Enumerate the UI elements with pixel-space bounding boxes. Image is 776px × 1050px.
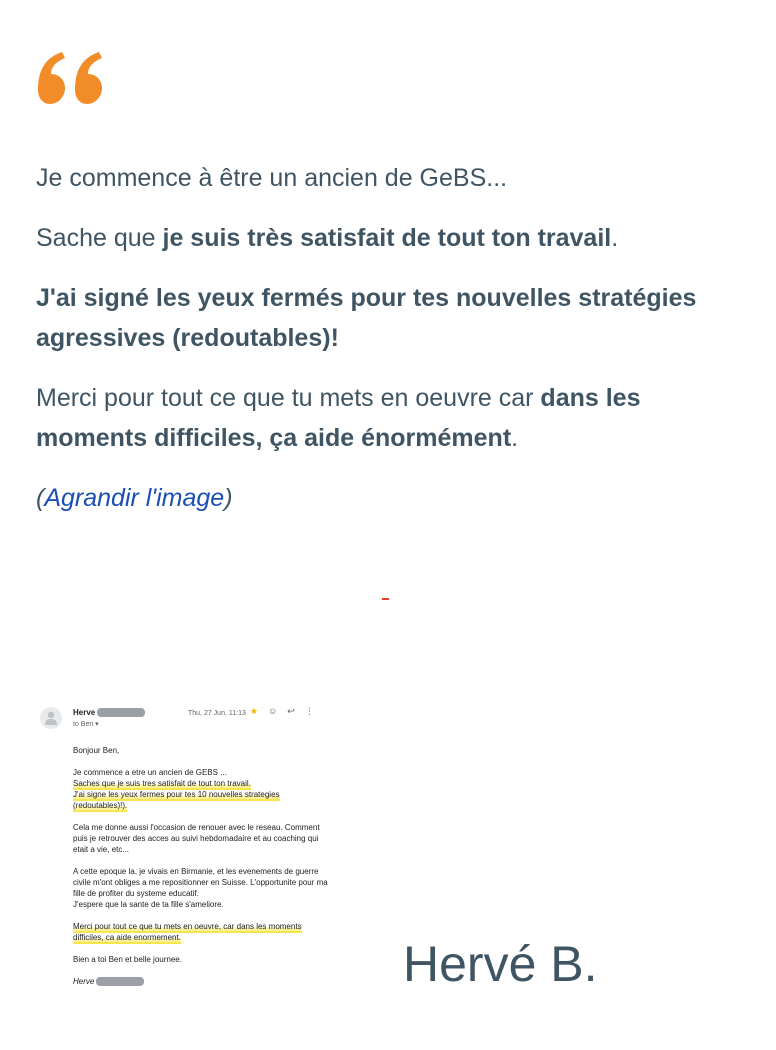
- testimonial-paragraph-2: Sache que je suis très satisfait de tout ton travail.: [36, 224, 619, 252]
- testimonial-text: [36, 158, 736, 538]
- emoji-icon[interactable]: ☺: [268, 706, 278, 716]
- email-closing: Bien a toi Ben et belle journee.: [73, 955, 182, 964]
- email-sender: Herve: [73, 707, 145, 718]
- person-icon: [45, 711, 57, 725]
- email-paragraph-3: A cette epoque la, je vivais en Birmanie, et les evenements de guerre civile m'ont obliges a me repositionner en Suisse. L'opportunite pour ma fille de profiter du systeme educatif. J'espere que la sante de ta fille s'ameliore.: [73, 867, 328, 909]
- more-vert-icon[interactable]: ⋮: [304, 706, 314, 716]
- avatar: [40, 707, 62, 729]
- testimonial-paragraph-4: Merci pour tout ce que tu mets en oeuvre car dans les moments difficiles, ça aide énormément.: [36, 384, 641, 452]
- reply-icon[interactable]: ↩: [287, 706, 295, 716]
- divider-mark: [382, 598, 389, 600]
- email-screenshot[interactable]: [38, 703, 338, 1023]
- enlarge-image-line: (Agrandir l'image): [36, 484, 233, 512]
- email-greeting: Bonjour Ben,: [73, 746, 120, 755]
- email-date: Thu, 27 Jun, 11:13: [188, 710, 246, 717]
- testimonial-paragraph-3: J'ai signé les yeux fermés pour tes nouvelles stratégies agressives (redoutables)!: [36, 284, 697, 352]
- author-name: Hervé B.: [403, 936, 598, 992]
- email-recipient: to Ben ▾: [73, 721, 99, 728]
- quote-open-icon: [34, 50, 110, 106]
- redacted-name: [96, 977, 144, 986]
- email-body: [73, 745, 335, 998]
- email-signature: Herve: [73, 976, 335, 987]
- redacted-name: [97, 708, 145, 717]
- enlarge-image-link[interactable]: Agrandir l'image: [44, 484, 225, 512]
- email-paragraph-2: Cela me donne aussi l'occasion de renouer avec le reseau. Comment puis je retrouver des acces au suivi hebdomadaire et au coaching qui etait a vie, etc...: [73, 823, 320, 854]
- star-icon[interactable]: ★: [250, 706, 259, 716]
- email-paragraph-4: Merci pour tout ce que tu mets en oeuvre, car dans les moments difficiles, ca aide enormement.: [73, 922, 302, 942]
- email-paragraph-1: Je commence a etre un ancien de GEBS ... Saches que je suis tres satisfait de tout ton travail. J'ai signe les yeux fermes pour tes 10 nouvelles strategies (redoutables)!).: [73, 768, 280, 810]
- testimonial-paragraph-1: Je commence à être un ancien de GeBS...: [36, 164, 508, 192]
- email-actions: [250, 706, 314, 717]
